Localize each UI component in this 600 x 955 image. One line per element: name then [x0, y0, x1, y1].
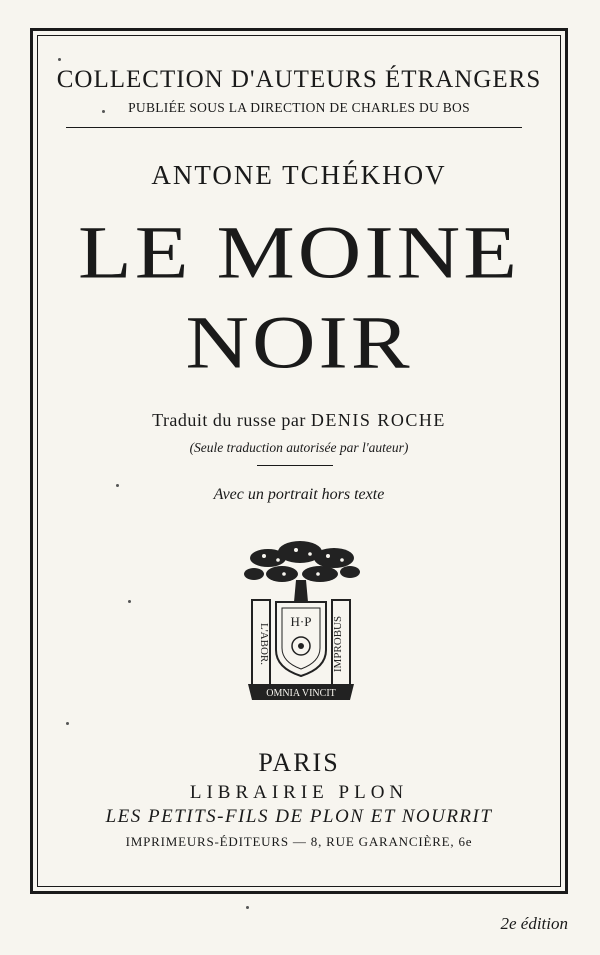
print-speck [102, 110, 105, 113]
print-speck [246, 906, 249, 909]
print-speck [58, 58, 61, 61]
emblem-banner-left: L'ABOR. [258, 622, 270, 666]
print-speck [116, 484, 119, 487]
edition-note: 2e édition [500, 914, 568, 933]
authorized-translation-note: (Seule traduction autorisée par l'auteur) [189, 440, 409, 455]
publication-city: PARIS [258, 748, 340, 777]
portrait-note: Avec un portrait hors texte [213, 486, 385, 503]
series-title: COLLECTION D'AUTEURS ÉTRANGERS [56, 66, 542, 93]
short-rule [257, 465, 333, 466]
translator-name: DENIS ROCHE [310, 410, 446, 430]
publisher-name: LIBRAIRIE PLON [189, 782, 409, 803]
translation-credit [37, 410, 561, 431]
printers-address: IMPRIMEURS-ÉDITEURS — 8, RUE GARANCIÈRE, 6e [125, 834, 473, 849]
emblem-banner-right: IMPROBUS [332, 615, 344, 673]
translated-by-label: Traduit du russe par [152, 410, 306, 430]
book-title-line-1: LE MOINE [78, 211, 520, 295]
publisher-emblem-icon [238, 540, 364, 702]
author-name: ANTONE TCHÉKHOV [151, 160, 447, 190]
header-rule [66, 127, 522, 128]
print-speck [66, 722, 69, 725]
book-title-line-2: NOIR [185, 301, 413, 385]
publisher-successors: LES PETITS-FILS DE PLON ET NOURRIT [105, 806, 493, 827]
emblem-monogram: H·P [290, 614, 312, 629]
series-direction: PUBLIÉE SOUS LA DIRECTION DE CHARLES DU BOS [128, 100, 470, 115]
print-speck [128, 600, 131, 603]
emblem-ribbon: OMNIA VINCIT [266, 688, 336, 699]
